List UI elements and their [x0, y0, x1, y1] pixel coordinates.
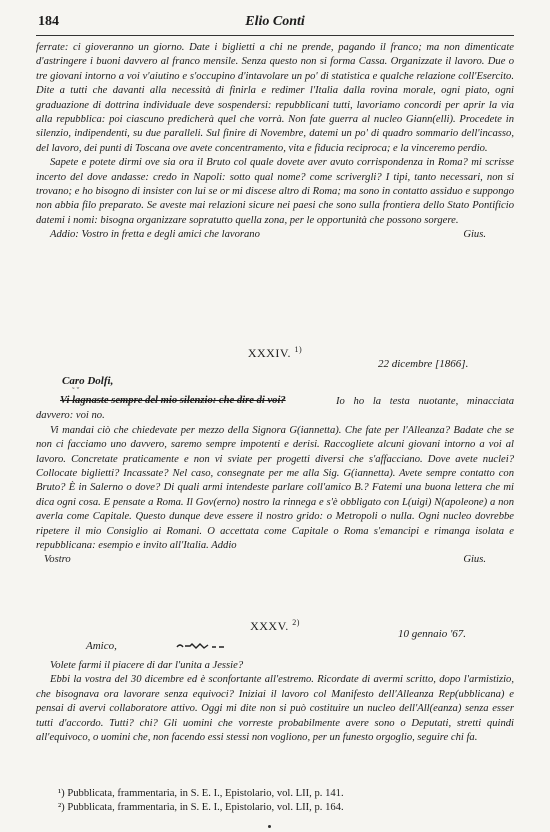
- letter3-body: [36, 659, 514, 745]
- page-number: 184: [38, 14, 59, 29]
- letter2-closing: Vostro: [44, 554, 71, 566]
- letter-heading-xxxv: [0, 618, 550, 634]
- letter-number: XXXV.: [250, 619, 289, 633]
- footnote-2: ²) Pubblicata, frammentaria, in S. E. I., Epistolario, vol. LII, p. 164.: [58, 802, 344, 813]
- header-rule: [36, 35, 514, 36]
- letter2-body: [36, 395, 514, 568]
- letter3-date: 10 gennaio '67.: [398, 628, 467, 640]
- footnotes: [58, 787, 498, 815]
- ink-mark: ˜ ˇ: [72, 386, 80, 395]
- letter-number: XXXIV.: [247, 346, 291, 360]
- letter3-paragraph-1: Volete farmi il piacere di dar l'unita a Jessie?: [50, 660, 244, 671]
- footnote-mark: 2): [292, 618, 300, 627]
- footnote-mark: 1): [294, 345, 303, 354]
- letter1-signature: Gius.: [463, 229, 486, 241]
- ink-scribble: [176, 641, 226, 650]
- letter2-first-line: Io ho la testa nuotante, minacciata davvero: voi no.: [36, 396, 514, 422]
- letter2-date: 22 dicembre [1866].: [378, 358, 469, 370]
- struck-text: Vi lagnaste sempre del mio silenzio: che dire di voi?: [60, 395, 286, 406]
- letter1-paragraph-1: ferrate: ci gioveranno un giorno. Date i biglietti a chi ne prende, pagando il franco; ma non dimenticate d'astringere i buoni davvero al franco mensile. Senza questo non si forma Cassa. Organizzate il lavoro. Due o tre giovani intorno a voi v'aiutino e s'occupino d'intavolare un po' di statistica e qualche relazione coll'Esercito. Dite a tutti che davanti alla necessità di finirla e redimer l'Italia dalla rovina morale, ogni piato, ogni graduazione di dottrina individuale deve sospendersi: repubblicani tutti, lavoriamo concordi per aprir la via alla repubblica: poi ciascuno predicherà quel che vorrà. Non fate guerra al nucleo Giann(elli). Procedete in silenzio, indipendenti, su due paralleli. Sul finire di Novembre, datemi un po' di quadro sommario dell'incasso, del lavoro, dei punti di Toscana ove avete concentramento, vita e fiducia reciproca; e la vinceremo perdio.: [36, 42, 514, 154]
- page-dot: [268, 825, 271, 828]
- letter3-salutation: Amico,: [86, 640, 117, 652]
- footnote-1: ¹) Pubblicata, frammentaria, in S. E. I., Epistolario, vol. LII, p. 141.: [58, 788, 344, 799]
- letter2-paragraph: Vi mandai ciò che chiedevate per mezzo della Signora G(iannetta). Che fate per l'Alleanza? Badate che se non ci facciamo uno davvero, saremo sempre impotenti e derisi. Raccogliete alcuni giovani intorno a voi al lavoro. Concretate praticamente e non vi sviate per progetti diversi che s'affacciano. Dove avete nuclei? Collocate biglietti? Incassate? Nel caso, consegnate per me alla Sig. G(iannetta). Avete sempre contatto con Bruto? È in Salerno o dove? Di quali armi intendeste parlare coll'amico B.? Fatemi una buona lettera che mi dica ogni cosa. E pensate a Roma. Il Gov(erno) nostro la rinnega e s'è obbligato con L(uigi) N(apoleone) a non averla come Capitale. Questo dunque deve essere il nostro grido: o Metropoli o nulla. Ogni nucleo dovrebbe ripetere il mio Consiglio ai Romani. O accettata come Capitale o Roma s'emancipi e rimanga isolata e repubblicana: esempio e invito all'Italia. Addio: [36, 424, 514, 552]
- running-title: Elio Conti: [245, 14, 305, 29]
- letter-continuation: [36, 41, 514, 243]
- letter3-paragraph-2: Ebbi la vostra del 30 dicembre ed è sconfortante all'estremo. Ricordate di avermi scritto, dopo l'armistizio, che bisognava ora lavorare senza equivoci? Iniziai il lavoro col Manifesto dell'Alleanza Rep(ubblicana) e pensai di avervi collaboratore attivo. Oggi mi dite non si può costituire un nucleo dell'All(eanza) senza esser tutti d'accordo. Tutti? chi? Gli uomini che vorreste probabilmente avere sono o Deputati, stretti quindi all'equivoco, o uomini che, non facendo essi stessi non vogliono, per un funesto orgoglio, seguire chi fa.: [36, 674, 514, 744]
- letter2-salutation: Caro Dolfi,: [62, 375, 114, 387]
- letter1-closing: Addio: Vostro in fretta e degli amici che lavorano: [50, 229, 260, 241]
- letter2-closing-row: [36, 553, 514, 567]
- letter1-paragraph-2: Sapete e potete dirmi ove sia ora il Bruto col quale dovete aver avuto corrispondenza in Roma? mi scrisse incerto del dove andasse: credo in Napoli: sotto qual nome? come scrivergli? I tipi, tanto necessari, non si trovano; e ho bisogno di insister con lui se or mi discese altro di Roma; ma sono in contatto assiduo e suppongo non abbia filo preparato. Se aveste mai relazioni sicure nei paesi che sono sulla frontiera dello Stato Pontificio datemi i nomi: bisogna organizzare sopratutto quella zona, per le opportunità che possono sorgere.: [36, 157, 514, 226]
- letter2-signature: Gius.: [463, 554, 486, 566]
- letter1-closing-row: [36, 228, 514, 242]
